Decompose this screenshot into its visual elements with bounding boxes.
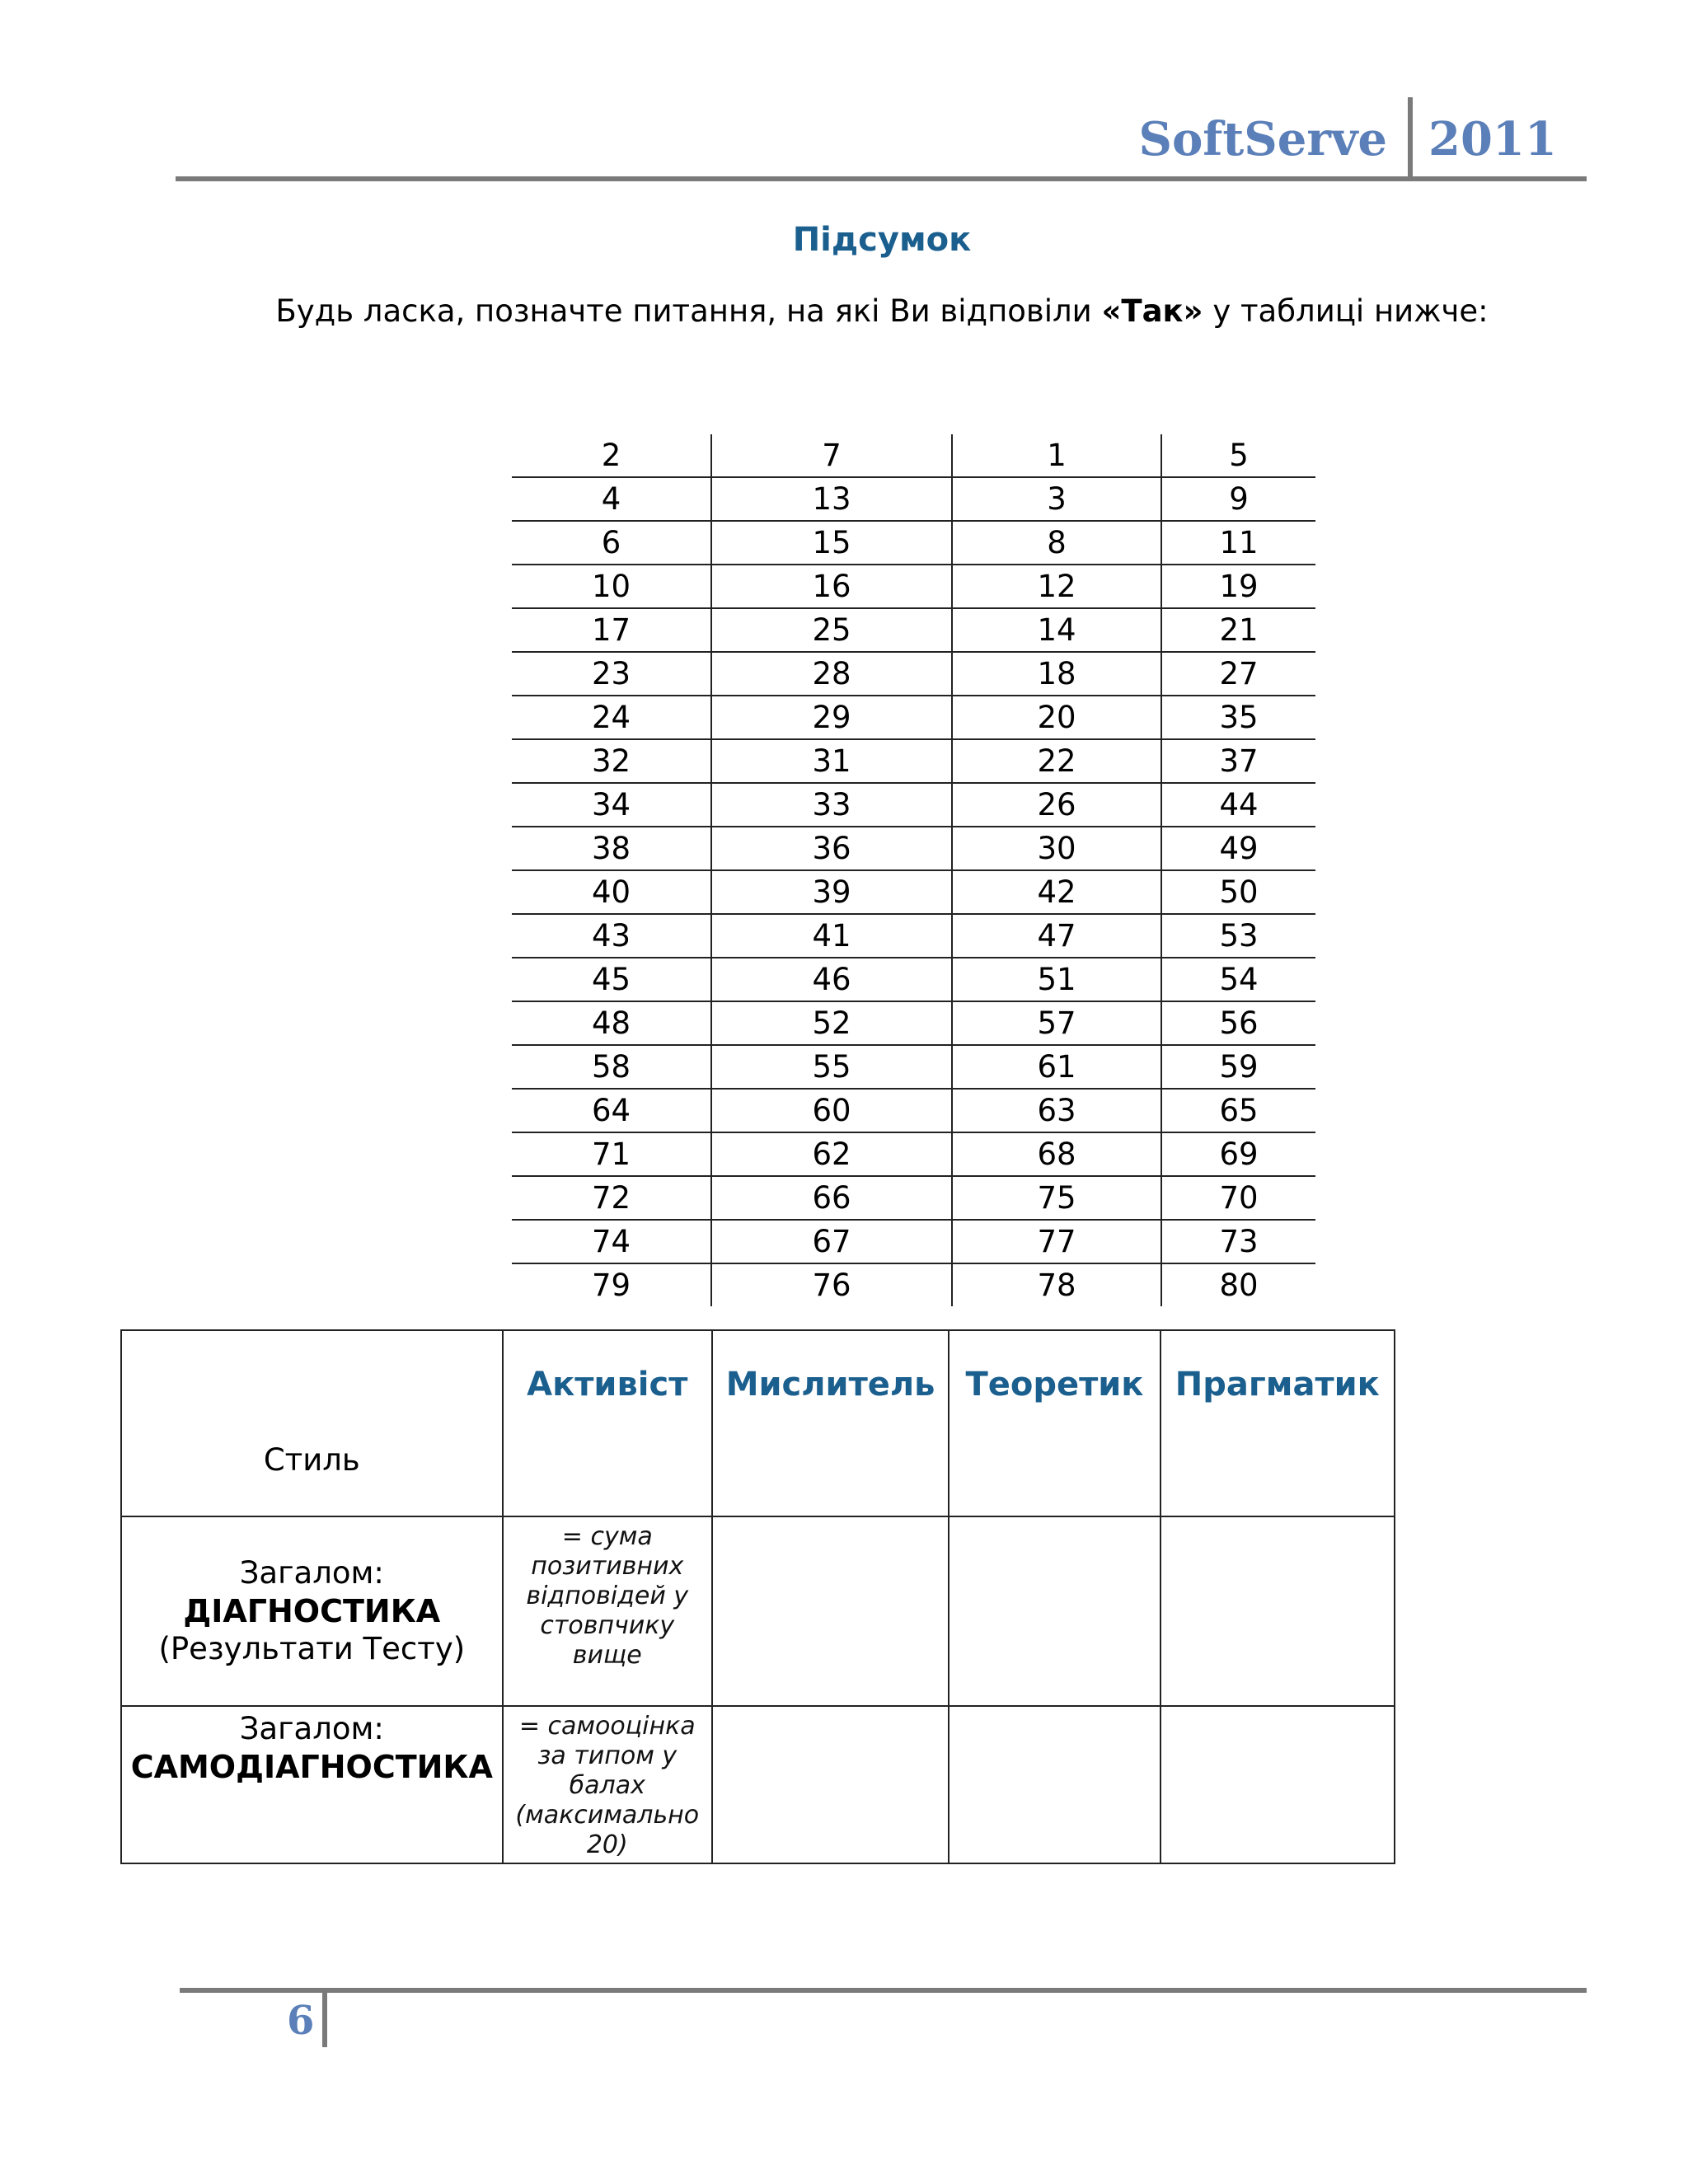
grid-cell[interactable]: 13	[711, 477, 952, 521]
grid-cell[interactable]: 51	[952, 958, 1161, 1001]
grid-cell[interactable]: 44	[1161, 783, 1315, 827]
column-pragmatist: Прагматик	[1160, 1330, 1395, 1516]
grid-cell[interactable]: 21	[1161, 608, 1315, 652]
answer-grid	[512, 434, 1315, 1306]
grid-cell[interactable]: 47	[952, 914, 1161, 958]
grid-cell[interactable]: 15	[711, 521, 952, 565]
header-separator	[1408, 97, 1413, 180]
instruction-emphasis: «Так»	[1101, 293, 1203, 329]
grid-cell[interactable]: 6	[512, 521, 711, 565]
grid-row	[512, 870, 1315, 914]
grid-cell[interactable]: 39	[711, 870, 952, 914]
grid-cell[interactable]: 66	[711, 1176, 952, 1220]
grid-cell[interactable]: 10	[512, 565, 711, 608]
grid-cell[interactable]: 5	[1161, 434, 1315, 477]
diagnostics-label	[121, 1516, 503, 1706]
grid-cell[interactable]: 38	[512, 827, 711, 870]
instruction-after: у таблиці нижче:	[1203, 293, 1489, 329]
grid-cell[interactable]: 69	[1161, 1132, 1315, 1176]
grid-cell[interactable]: 23	[512, 652, 711, 696]
grid-cell[interactable]: 62	[711, 1132, 952, 1176]
grid-row	[512, 477, 1315, 521]
grid-cell[interactable]: 12	[952, 565, 1161, 608]
grid-row	[512, 565, 1315, 608]
diagnostics-cell-reflector[interactable]	[712, 1516, 949, 1706]
page-title: Підсумок	[792, 221, 972, 259]
grid-cell[interactable]: 77	[952, 1220, 1161, 1263]
grid-cell[interactable]: 34	[512, 783, 711, 827]
grid-cell[interactable]: 53	[1161, 914, 1315, 958]
grid-row	[512, 652, 1315, 696]
grid-cell[interactable]: 78	[952, 1263, 1161, 1306]
grid-cell[interactable]: 30	[952, 827, 1161, 870]
grid-cell[interactable]: 37	[1161, 739, 1315, 783]
self-diagnostics-label	[121, 1706, 503, 1863]
grid-cell[interactable]: 56	[1161, 1001, 1315, 1045]
grid-cell[interactable]: 46	[711, 958, 952, 1001]
grid-cell[interactable]: 54	[1161, 958, 1315, 1001]
grid-cell[interactable]: 4	[512, 477, 711, 521]
grid-row	[512, 434, 1315, 477]
grid-cell[interactable]: 43	[512, 914, 711, 958]
summary-header-row	[121, 1330, 1395, 1516]
diagnostics-note: = сума позитивних відповідей у стовпчику вище	[503, 1516, 712, 1706]
grid-row	[512, 958, 1315, 1001]
grid-row	[512, 608, 1315, 652]
footer-separator	[322, 1988, 327, 2047]
diagnostics-cell-theorist[interactable]	[949, 1516, 1160, 1706]
instruction-text	[0, 293, 1688, 329]
instruction-before: Будь ласка, позначте питання, на які Ви відповіли	[275, 293, 1102, 329]
grid-cell[interactable]: 65	[1161, 1089, 1315, 1132]
grid-cell[interactable]: 14	[952, 608, 1161, 652]
grid-row	[512, 1220, 1315, 1263]
grid-row	[512, 914, 1315, 958]
grid-cell[interactable]: 74	[512, 1220, 711, 1263]
grid-cell[interactable]: 59	[1161, 1045, 1315, 1089]
grid-row	[512, 1089, 1315, 1132]
column-theorist: Теоретик	[949, 1330, 1160, 1516]
grid-cell[interactable]: 2	[512, 434, 711, 477]
grid-cell[interactable]: 7	[711, 434, 952, 477]
diagnostics-line2: ДІАГНОСТИКА	[183, 1593, 441, 1629]
grid-cell[interactable]: 32	[512, 739, 711, 783]
grid-cell[interactable]: 36	[711, 827, 952, 870]
grid-cell[interactable]: 8	[952, 521, 1161, 565]
grid-cell[interactable]: 68	[952, 1132, 1161, 1176]
grid-row	[512, 1176, 1315, 1220]
self-diagnostics-note: = самооцінка за типом у балах (максимально 20)	[503, 1706, 712, 1863]
style-label: Стиль	[121, 1330, 503, 1516]
grid-cell[interactable]: 1	[952, 434, 1161, 477]
grid-cell[interactable]: 73	[1161, 1220, 1315, 1263]
self-diagnostics-line1: Загалом:	[239, 1711, 384, 1746]
grid-cell[interactable]: 55	[711, 1045, 952, 1089]
grid-cell[interactable]: 60	[711, 1089, 952, 1132]
grid-cell[interactable]: 31	[711, 739, 952, 783]
grid-cell[interactable]: 57	[952, 1001, 1161, 1045]
grid-cell[interactable]: 42	[952, 870, 1161, 914]
self-diagnostics-line2: САМОДІАГНОСТИКА	[130, 1749, 493, 1785]
page-number: 6	[287, 1998, 315, 2044]
grid-cell[interactable]: 33	[711, 783, 952, 827]
diagnostics-line3: (Результати Тесту)	[158, 1631, 466, 1666]
header-company: SoftServe	[1138, 112, 1387, 166]
grid-row	[512, 521, 1315, 565]
diagnostics-cell-pragmatist[interactable]	[1160, 1516, 1395, 1706]
grid-cell[interactable]: 80	[1161, 1263, 1315, 1306]
grid-cell[interactable]: 67	[711, 1220, 952, 1263]
grid-cell[interactable]: 20	[952, 696, 1161, 739]
grid-row	[512, 1263, 1315, 1306]
grid-cell[interactable]: 58	[512, 1045, 711, 1089]
self-diagnostics-cell-reflector[interactable]	[712, 1706, 949, 1863]
grid-cell[interactable]: 16	[711, 565, 952, 608]
grid-cell[interactable]: 50	[1161, 870, 1315, 914]
grid-cell[interactable]: 22	[952, 739, 1161, 783]
grid-cell[interactable]: 26	[952, 783, 1161, 827]
grid-cell[interactable]: 71	[512, 1132, 711, 1176]
self-diagnostics-cell-theorist[interactable]	[949, 1706, 1160, 1863]
grid-cell[interactable]: 63	[952, 1089, 1161, 1132]
grid-cell[interactable]: 76	[711, 1263, 952, 1306]
self-diagnostics-cell-pragmatist[interactable]	[1160, 1706, 1395, 1863]
diagnostics-line1: Загалом:	[239, 1555, 384, 1591]
grid-row	[512, 827, 1315, 870]
grid-cell[interactable]: 61	[952, 1045, 1161, 1089]
grid-row	[512, 783, 1315, 827]
grid-cell[interactable]: 52	[711, 1001, 952, 1045]
grid-row	[512, 1132, 1315, 1176]
header-year: 2011	[1428, 112, 1557, 166]
grid-cell[interactable]: 25	[711, 608, 952, 652]
grid-row	[512, 1001, 1315, 1045]
grid-cell[interactable]: 48	[512, 1001, 711, 1045]
grid-cell[interactable]: 72	[512, 1176, 711, 1220]
answer-grid-body	[512, 434, 1315, 1306]
grid-cell[interactable]: 35	[1161, 696, 1315, 739]
grid-cell[interactable]: 3	[952, 477, 1161, 521]
grid-cell[interactable]: 29	[711, 696, 952, 739]
grid-cell[interactable]: 45	[512, 958, 711, 1001]
grid-cell[interactable]: 18	[952, 652, 1161, 696]
grid-cell[interactable]: 41	[711, 914, 952, 958]
grid-cell[interactable]: 75	[952, 1176, 1161, 1220]
footer-rule	[180, 1988, 1587, 1993]
page-header	[0, 97, 1688, 188]
grid-row	[512, 739, 1315, 783]
summary-row-self-diagnostics	[121, 1706, 1395, 1863]
grid-cell[interactable]: 27	[1161, 652, 1315, 696]
grid-cell[interactable]: 19	[1161, 565, 1315, 608]
header-rule	[176, 176, 1587, 181]
grid-cell[interactable]: 9	[1161, 477, 1315, 521]
grid-cell[interactable]: 28	[711, 652, 952, 696]
grid-cell[interactable]: 70	[1161, 1176, 1315, 1220]
column-activist: Активіст	[503, 1330, 712, 1516]
grid-row	[512, 696, 1315, 739]
grid-cell[interactable]: 40	[512, 870, 711, 914]
grid-cell[interactable]: 49	[1161, 827, 1315, 870]
grid-cell[interactable]: 11	[1161, 521, 1315, 565]
column-reflector: Мислитель	[712, 1330, 949, 1516]
grid-cell[interactable]: 79	[591, 1268, 631, 1303]
summary-row-diagnostics	[121, 1516, 1395, 1706]
grid-row	[512, 1045, 1315, 1089]
summary-table	[120, 1329, 1395, 1864]
grid-cell[interactable]: 17	[512, 608, 711, 652]
grid-cell[interactable]: 24	[512, 696, 711, 739]
grid-cell[interactable]: 64	[512, 1089, 711, 1132]
